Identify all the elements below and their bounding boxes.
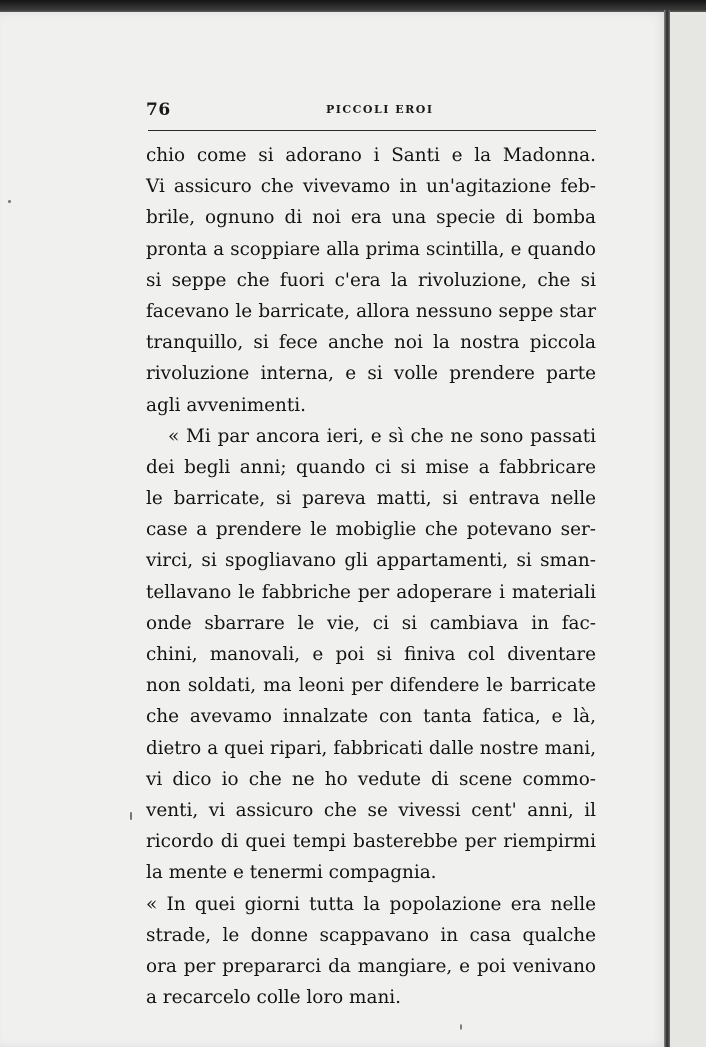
text-line: la mente e tenermi compagnia. (146, 862, 437, 884)
text-line: agli avvenimenti. (146, 394, 306, 416)
text-line: chio come si adorano i Santi e la Madonna. (146, 145, 596, 166)
text-line: tellavano le fabbriche per adoperare i materiali (146, 581, 596, 603)
facing-page-edge (670, 12, 706, 1047)
text-line: le barricate, si pareva matti, si entrava nelle (146, 488, 596, 510)
text-line: « Mi par ancora ieri, e sì che ne sono passati (168, 425, 596, 447)
paper-speck (130, 812, 132, 820)
text-line: si seppe che fuori c'era la rivoluzione, che si (146, 269, 596, 291)
paper-speck (460, 1024, 462, 1030)
text-line: chini, manovali, e poi si finiva col diventare (146, 644, 596, 665)
text-line: brile, ognuno di noi era una specie di bomba (146, 207, 596, 229)
text-line: « In quei giorni tutta la popolazione era nelle (146, 893, 596, 915)
text-line: dietro a quei ripari, fabbricati dalle nostre mani, (146, 737, 596, 759)
text-line: ora per prepararci da mangiare, e poi venivano (146, 955, 596, 977)
text-line: rivoluzione interna, e si volle prendere parte (146, 363, 596, 385)
running-head (146, 100, 596, 124)
text-line: Vi assicuro che vivevamo in un'agitazione feb- (146, 176, 596, 198)
text-line: case a prendere le mobiglie che potevano ser- (146, 519, 596, 541)
paper-speck (8, 200, 11, 203)
text-line: dei begli anni; quando ci si mise a fabbricare (146, 456, 596, 478)
text-line: non soldati, ma leoni per difendere le barricate (146, 675, 596, 697)
text-line: vi dico io che ne ho vedute di scene commo- (146, 768, 596, 790)
page-number: 76 (146, 100, 171, 120)
header-rule (148, 130, 596, 131)
text-line: onde sbarrare le vie, ci si cambiava in fac- (146, 612, 596, 634)
text-line: strade, le donne scappavano in casa qualche (146, 924, 596, 946)
body-text (146, 140, 596, 1013)
text-line: tranquillo, si fece anche noi la nostra piccola (146, 332, 596, 354)
text-line: pronta a scoppiare alla prima scintilla, e quando (146, 238, 596, 260)
text-line: venti, vi assicuro che se vivessi cent' anni, il (146, 799, 596, 821)
text-line: a recarcelo colle loro mani. (146, 987, 402, 1009)
text-line: che avevamo innalzate con tanta fatica, e là, (146, 706, 596, 728)
text-line: ricordo di quei tempi basterebbe per riempirmi (146, 831, 596, 853)
text-line: facevano le barricate, allora nessuno seppe star (146, 300, 596, 322)
running-title: PICCOLI EROI (326, 103, 434, 116)
text-line: virci, si spogliavano gli appartamenti, si sman- (146, 550, 596, 572)
